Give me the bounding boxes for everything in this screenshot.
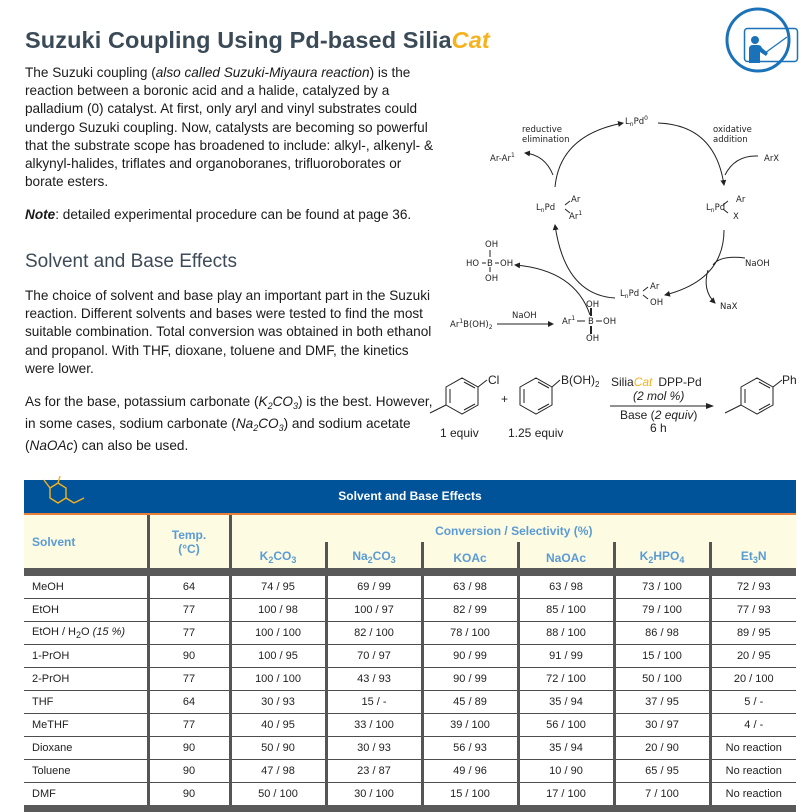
catalyst-label xyxy=(611,375,702,389)
ar-label: Ar xyxy=(736,195,746,205)
col-base xyxy=(326,542,422,572)
base-text: NaOAc xyxy=(545,551,586,565)
sub: 2 xyxy=(253,423,259,434)
ar-label: Ar xyxy=(650,282,660,292)
base-subscript: 2 xyxy=(648,555,654,565)
solvent-base-table xyxy=(24,480,796,812)
solvent-b: O xyxy=(81,626,93,638)
section-paragraph-1: The choice of solvent and base play an important part in the Suzuki reaction. Different solvents and bases were tested to find the most suitable combination. Total conversion was obtained in both ethanol and propanol. With THF, dioxane, toluene and DMF, the kinetics were lower. xyxy=(25,288,432,376)
cell-value: 79 / 100 xyxy=(614,599,710,622)
cat-b: Cat xyxy=(633,375,653,389)
cell-value: No reaction xyxy=(710,760,796,783)
equiv-1: 1 equiv xyxy=(440,426,479,440)
cell-value: 33 / 100 xyxy=(326,714,422,737)
cell-value: 30 / 100 xyxy=(326,783,422,809)
borate-oh-bottom: OH xyxy=(485,274,499,284)
k2co3-k: K xyxy=(258,394,268,409)
cell-value: No reaction xyxy=(710,783,796,809)
base-text: Et xyxy=(740,549,753,563)
cell-solvent: 2-PrOH xyxy=(24,668,148,691)
cell-value: 65 / 95 xyxy=(614,760,710,783)
nax-label: NaX xyxy=(720,302,738,312)
benzene-ring-2 xyxy=(520,378,552,414)
cell-value: 91 / 99 xyxy=(518,645,614,668)
base-text: CO xyxy=(372,549,391,563)
cell-value: 72 / 100 xyxy=(518,668,614,691)
arrow-reductive xyxy=(555,123,623,187)
solvent-sub: 2 xyxy=(76,630,82,640)
catalytic-cycle-diagram xyxy=(440,105,802,355)
col-temp-2: (°C) xyxy=(178,541,200,556)
table-row xyxy=(24,691,796,714)
equiv-2: 1.25 equiv xyxy=(508,426,564,440)
base-text: K xyxy=(639,549,649,563)
ph-label: Ph xyxy=(782,373,797,387)
col-base xyxy=(230,542,326,572)
plus-sign: + xyxy=(501,392,509,406)
naoh-left-label: NaOH xyxy=(512,311,537,321)
cell-temp: 64 xyxy=(148,572,230,599)
ate-ar1: Ar$^1$ xyxy=(562,315,576,327)
cell-value: 82 / 99 xyxy=(422,599,518,622)
pd0-label: $L_nPd^0$ xyxy=(625,115,648,128)
table-row xyxy=(24,599,796,622)
cell-value: 73 / 100 xyxy=(614,572,710,599)
cell-value: 82 / 100 xyxy=(326,622,422,645)
product-label: Ar-Ar$^1$ xyxy=(490,152,515,164)
oh-label: OH xyxy=(650,298,664,308)
cat-a: Silia xyxy=(611,375,634,389)
cell-value: 35 / 94 xyxy=(518,691,614,714)
cell-value: 88 / 100 xyxy=(518,622,614,645)
cell-value: 77 / 93 xyxy=(710,599,796,622)
col-temp xyxy=(148,515,230,572)
cell-value: 86 / 98 xyxy=(614,622,710,645)
loading-label: (2 mol %) xyxy=(633,389,685,403)
benzene-ring-1 xyxy=(446,378,478,414)
cell-value: 4 / - xyxy=(710,714,796,737)
table-row xyxy=(24,737,796,760)
cell-value: 100 / 95 xyxy=(230,645,326,668)
cell-value: 78 / 100 xyxy=(422,622,518,645)
cell-solvent: EtOH xyxy=(24,599,148,622)
cell-value: 30 / 97 xyxy=(614,714,710,737)
cell-temp: 90 xyxy=(148,645,230,668)
intro-text-b: ) is the reaction between a boronic acid and a halide, catalyzed by a palladium (0) catalyst. At first, only aryl and vinyl substrates could undergo Suzuki coupling. Now, catalysts are becoming so powerful that the substrate scope has broadened to include: alkyl-, alkenyl- & alkynyl-halides, triflates and organoboranes, trifluoroborates or borate esters. xyxy=(25,65,434,190)
col-group: Conversion / Selectivity (%) xyxy=(435,524,593,538)
cell-solvent: THF xyxy=(24,691,148,714)
cell-value: 35 / 94 xyxy=(518,737,614,760)
section-heading: Solvent and Base Effects xyxy=(25,251,237,272)
cell-value: 30 / 93 xyxy=(230,691,326,714)
base-subscript: 3 xyxy=(390,555,396,565)
table-row xyxy=(24,668,796,691)
intro-paragraph xyxy=(25,64,435,191)
cat-c: DPP-Pd xyxy=(658,375,702,389)
reductive-label-1: reductive xyxy=(522,125,562,135)
boronic-label: $Ar^1B(OH)_2$ xyxy=(450,318,493,331)
cell-value: 56 / 100 xyxy=(518,714,614,737)
cell-temp: 77 xyxy=(148,622,230,645)
table-title: Solvent and Base Effects xyxy=(338,489,482,503)
cell-value: 100 / 97 xyxy=(326,599,422,622)
oxidative-label-2: addition xyxy=(713,135,748,145)
cell-temp: 90 xyxy=(148,760,230,783)
reductive-label-2: elimination xyxy=(522,135,570,145)
cell-value: 20 / 95 xyxy=(710,645,796,668)
borate-ho: HO xyxy=(466,259,480,269)
title-accent: Cat xyxy=(451,27,490,53)
cell-value: 37 / 95 xyxy=(614,691,710,714)
col-base xyxy=(614,542,710,572)
arrow-arx xyxy=(725,156,758,175)
cell-value: 40 / 95 xyxy=(230,714,326,737)
boh2-label xyxy=(561,373,600,389)
borate-oh-top: OH xyxy=(485,240,499,250)
cell-value: 49 / 96 xyxy=(422,760,518,783)
cell-value: 100 / 100 xyxy=(230,668,326,691)
ate-oh-bottom: OH xyxy=(586,334,600,344)
pd-ar-ar1-label: $L_nPd$ xyxy=(536,203,556,214)
cell-value: 74 / 95 xyxy=(230,572,326,599)
boh-text: B(OH) xyxy=(561,373,595,387)
cell-solvent xyxy=(24,622,148,645)
ate-oh-top: OH xyxy=(586,300,600,310)
arrow-borate xyxy=(515,265,590,315)
table-title-bar xyxy=(24,480,796,515)
solvent-italic: (15 %) xyxy=(92,626,126,638)
note-label: Note xyxy=(25,207,56,222)
table-row xyxy=(24,572,796,599)
teacher-presentation-icon xyxy=(717,5,801,75)
cell-value: 70 / 97 xyxy=(326,645,422,668)
base-text: KOAc xyxy=(453,551,487,565)
note-text: : detailed experimental procedure can be found at page 36. xyxy=(55,207,412,222)
cell-solvent: Dioxane xyxy=(24,737,148,760)
table-row xyxy=(24,760,796,783)
section-paragraph-2 xyxy=(25,393,435,456)
naoh-right-label: NaOH xyxy=(745,259,770,269)
x-label: X xyxy=(733,212,739,222)
cell-value: 15 / 100 xyxy=(422,783,518,809)
col-base xyxy=(518,542,614,572)
cell-value: 17 / 100 xyxy=(518,783,614,809)
cell-solvent: DMF xyxy=(24,783,148,809)
base-subscript: 2 xyxy=(367,555,373,565)
borate-b: B xyxy=(487,259,493,269)
oxidative-label-1: oxidative xyxy=(713,125,752,135)
arrow-product xyxy=(525,153,553,175)
naoac-text: NaOAc xyxy=(29,438,74,454)
cell-value: 20 / 90 xyxy=(614,737,710,760)
cell-value: 72 / 93 xyxy=(710,572,796,599)
cell-value: 90 / 99 xyxy=(422,668,518,691)
cell-value: 39 / 100 xyxy=(422,714,518,737)
p2-text-a: As for the base, potassium carbonate ( xyxy=(25,394,259,409)
cell-value: 47 / 98 xyxy=(230,760,326,783)
na2co3-na: Na xyxy=(235,416,254,432)
cell-temp: 90 xyxy=(148,783,230,809)
cell-value: 30 / 93 xyxy=(326,737,422,760)
intro-text-italic: also called Suzuki-Miyaura reaction xyxy=(155,65,370,80)
cell-solvent: MeOH xyxy=(24,572,148,599)
base-end: ) xyxy=(693,408,698,422)
cell-value: No reaction xyxy=(710,737,796,760)
table-row xyxy=(24,714,796,737)
cell-value: 50 / 100 xyxy=(230,783,326,809)
base-subscript: 2 xyxy=(268,555,274,565)
arrow-nax xyxy=(706,270,715,303)
benzene-ring-3 xyxy=(741,378,773,414)
cell-value: 85 / 100 xyxy=(518,599,614,622)
pd-ar-oh-label: $L_nPd$ xyxy=(620,289,640,300)
k2co3-co: CO xyxy=(272,394,293,409)
base-text: HPO xyxy=(653,549,680,563)
base-a: Base ( xyxy=(620,408,655,422)
ate-oh-right: OH xyxy=(603,317,617,327)
base-subscript: 3 xyxy=(752,555,758,565)
arrow-to-pd-ar-ar1 xyxy=(555,225,615,298)
cl-label: Cl xyxy=(488,373,500,387)
base-label xyxy=(620,408,697,422)
time-label: 6 h xyxy=(650,421,667,435)
cell-value: 23 / 87 xyxy=(326,760,422,783)
na2co3-co: CO xyxy=(258,416,279,432)
col-base xyxy=(710,542,796,572)
cell-value: 20 / 100 xyxy=(710,668,796,691)
ar-label: Ar xyxy=(571,195,581,205)
col-base xyxy=(422,542,518,572)
cell-value: 63 / 98 xyxy=(422,572,518,599)
table-body xyxy=(24,572,796,809)
col-temp-1: Temp. xyxy=(171,527,207,542)
p2-text-c: ) and sodium acetate ( xyxy=(25,416,411,454)
cell-temp: 90 xyxy=(148,737,230,760)
cell-value: 90 / 99 xyxy=(422,645,518,668)
cell-solvent: Toluene xyxy=(24,760,148,783)
cell-value: 50 / 100 xyxy=(614,668,710,691)
sub: 3 xyxy=(278,423,284,434)
base-subscript: 3 xyxy=(291,555,297,565)
pd-ar-x-label: $L_nPd$ xyxy=(706,203,726,214)
arx-label: ArX xyxy=(764,154,780,164)
cell-temp: 64 xyxy=(148,691,230,714)
cell-value: 43 / 93 xyxy=(326,668,422,691)
base-eq: 2 equiv xyxy=(654,408,694,422)
reaction-scheme xyxy=(410,365,802,455)
cell-temp: 77 xyxy=(148,668,230,691)
sub: 2 xyxy=(267,401,273,411)
cell-value: 45 / 89 xyxy=(422,691,518,714)
cell-value: 89 / 95 xyxy=(710,622,796,645)
cell-temp: 77 xyxy=(148,599,230,622)
results-table xyxy=(24,515,796,812)
sub: 3 xyxy=(292,401,298,411)
cell-value: 15 / - xyxy=(326,691,422,714)
table-row xyxy=(24,645,796,668)
cell-solvent: 1-PrOH xyxy=(24,645,148,668)
p2-text-b: ) is the best. However, in some cases, sodium carbonate ( xyxy=(25,394,433,432)
col-solvent: Solvent xyxy=(24,515,148,572)
cell-solvent: MeTHF xyxy=(24,714,148,737)
cell-value: 50 / 90 xyxy=(230,737,326,760)
borate-oh-right: OH xyxy=(500,259,514,269)
cell-value: 100 / 100 xyxy=(230,622,326,645)
page-title xyxy=(25,27,490,54)
cell-value: 100 / 98 xyxy=(230,599,326,622)
cell-value: 63 / 98 xyxy=(518,572,614,599)
cell-value: 10 / 90 xyxy=(518,760,614,783)
base-subscript: 4 xyxy=(679,555,685,565)
p2-text-d: ) can also be used. xyxy=(73,438,189,454)
cell-value: 56 / 93 xyxy=(422,737,518,760)
boh-sub: 2 xyxy=(595,380,600,389)
table-row xyxy=(24,783,796,809)
ate-b: B xyxy=(588,317,594,327)
table-row xyxy=(24,622,796,645)
base-text: N xyxy=(757,549,767,563)
cell-value: 7 / 100 xyxy=(614,783,710,809)
cell-value: 15 / 100 xyxy=(614,645,710,668)
cell-value: 5 / - xyxy=(710,691,796,714)
note-paragraph xyxy=(25,206,445,224)
base-text: Na xyxy=(352,549,368,563)
base-text: K xyxy=(259,549,269,563)
cell-temp: 77 xyxy=(148,714,230,737)
cell-value: 69 / 99 xyxy=(326,572,422,599)
solvent-a: EtOH / H xyxy=(32,626,77,638)
intro-text-a: The Suzuki coupling ( xyxy=(25,65,156,80)
base-text: CO xyxy=(273,549,292,563)
title-main: Suzuki Coupling Using Pd-based Silia xyxy=(25,27,452,53)
ar1-label: Ar$^1$ xyxy=(569,210,583,222)
